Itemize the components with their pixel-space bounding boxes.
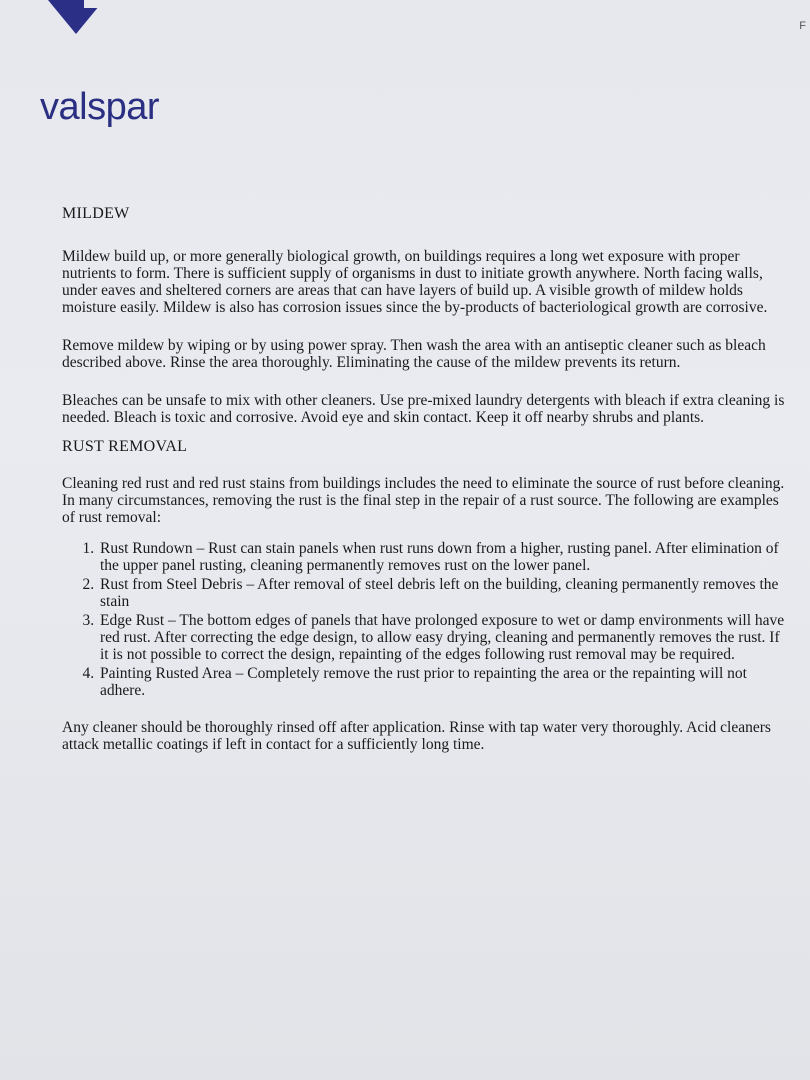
list-item: 3. Edge Rust – The bottom edges of panels that have prolonged exposure to wet or damp environments will have red rust. After correcting the edge design, to allow easy drying, cleaning and permanently removes the rust. If it is not possible to correct the design, repainting of the edges following rust removal may be required. <box>98 612 787 663</box>
list-item: 4. Painting Rusted Area – Completely remove the rust prior to repainting the area or the repainting will not adhere. <box>98 665 787 699</box>
mildew-paragraph-3: Bleaches can be unsafe to mix with other cleaners. Use pre-mixed laundry detergents with bleach if extra cleaning is needed. Bleach is toxic and corrosive. Avoid eye and skin contact. Keep it off nearby shrubs and plants. <box>62 392 785 426</box>
edge-letter: F <box>799 20 806 32</box>
valspar-logo: valspar <box>40 86 159 128</box>
list-item: 1. Rust Rundown – Rust can stain panels when rust runs down from a higher, rusting panel. After elimination of the upper panel rusting, cleaning permanently removes rust on the lower panel. <box>98 540 787 574</box>
mildew-paragraph-2: Remove mildew by wiping or by using power spray. Then wash the area with an antiseptic cleaner such as bleach described above. Rinse the area thoroughly. Eliminating the cause of the mildew prevents its return. <box>62 337 766 371</box>
rust-removal-heading: RUST REMOVAL <box>62 438 188 455</box>
corner-mark-cut <box>84 0 114 8</box>
closing-paragraph: Any cleaner should be thoroughly rinsed off after application. Rinse with tap water very thoroughly. Acid cleaners attack metallic coatings if left in contact for a sufficiently long time. <box>62 719 771 753</box>
mildew-paragraph-1: Mildew build up, or more generally biological growth, on buildings requires a long wet exposure with proper nutrients to form. There is sufficient supply of organisms in dust to initiate growth anywhere. North facing walls, under eaves and sheltered corners are areas that can have layers of build up. A visible growth of mildew holds moisture easily. Mildew is also has corrosion issues since the by-products of bacteriological growth are corrosive. <box>62 248 768 316</box>
list-item: 2. Rust from Steel Debris – After removal of steel debris left on the building, cleaning permanently removes the stain <box>98 576 787 610</box>
document-body <box>62 205 787 774</box>
mildew-heading: MILDEW <box>62 205 130 222</box>
rust-intro-paragraph: Cleaning red rust and red rust stains from buildings includes the need to eliminate the source of rust before cleaning. In many circumstances, removing the rust is the final step in the repair of a rust source. The following are examples of rust removal: <box>62 475 785 526</box>
rust-removal-list <box>62 540 787 699</box>
